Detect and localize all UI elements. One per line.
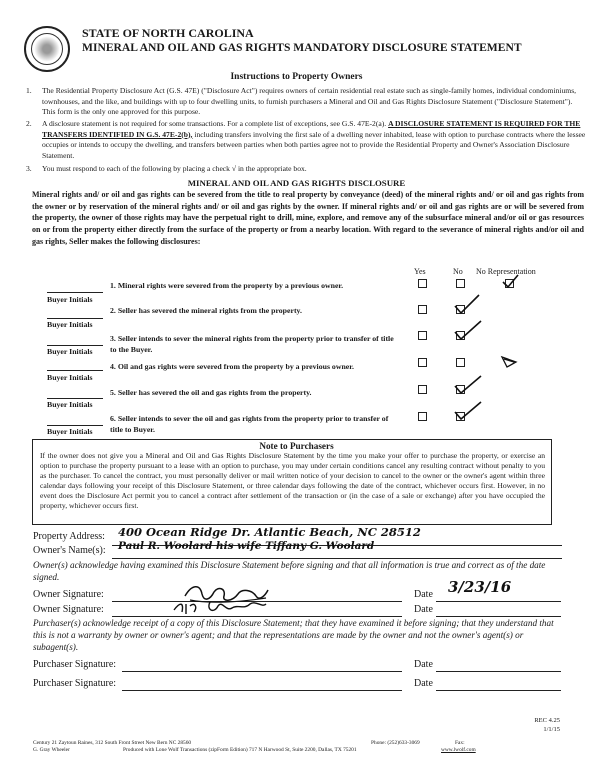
date-line[interactable] [436,671,561,672]
note-title: Note to Purchasers [259,441,334,451]
disclosure-row-6: 6. Seller intends to sever the oil and gas rights from the property prior to transfer of title to Buyer. [110,414,389,434]
buyer-initials-line[interactable] [47,425,103,426]
no-checkbox[interactable] [456,358,465,367]
date-label: Date [414,589,433,600]
checkmark-icon [452,292,482,318]
buyer-initials-label: Buyer Initials [47,320,93,329]
buyer-initials-label: Buyer Initials [47,427,93,436]
date-field[interactable]: 3/23/16 [448,578,512,596]
disclosure-heading: MINERAL AND OIL AND GAS RIGHTS DISCLOSURE [187,178,406,188]
buyer-initials-label: Buyer Initials [47,347,93,356]
buyer-initials-line[interactable] [47,398,103,399]
purchaser-signature-label: Purchaser Signature: [33,659,117,670]
owner-signature-label: Owner Signature: [33,589,104,600]
checkmark-icon [452,373,484,397]
column-no-representation: No Representation [476,267,536,276]
purchaser-acknowledgement: Purchaser(s) acknowledge receipt of a copy of this Disclosure Statement; that they have examined it before signing; that they understand that this is not a warranty by owner or owner's agent; and that the representations are made by the owner and not the owner's agent(s) or subagent(s). [33,618,554,652]
footer [33,740,573,754]
owners-names-field[interactable]: Paul R. Woolard his wife Tiffany G. Woolard [118,540,375,552]
checkmark-icon [452,318,484,344]
yes-checkbox[interactable] [418,385,427,394]
owner-acknowledgement: Owner(s) acknowledge having examined this Disclosure Statement before signing and that all information is true and correct as of the date signed. [33,560,546,582]
date-line[interactable] [436,601,561,602]
buyer-initials-label: Buyer Initials [47,373,93,382]
buyer-initials-line[interactable] [47,370,103,371]
yes-checkbox[interactable] [418,358,427,367]
yes-checkbox[interactable] [418,331,427,340]
disclosure-row-5: 5. Seller has severed the oil and gas rights from the property. [110,388,312,397]
date-line[interactable] [436,690,561,691]
buyer-initials-label: Buyer Initials [47,400,93,409]
buyer-initials-line[interactable] [47,292,103,293]
buyer-initials-line[interactable] [47,318,103,319]
purchaser-signature-line[interactable] [122,671,402,672]
form-title: MINERAL AND OIL AND GAS RIGHTS MANDATORY DISCLOSURE STATEMENT [82,41,522,54]
yes-checkbox[interactable] [418,279,427,288]
owners-names-label: Owner's Name(s): [33,545,106,556]
nc-state-seal-icon [24,26,70,72]
property-address-field[interactable]: 400 Ocean Ridge Dr. Atlantic Beach, NC 28512 [118,525,421,539]
state-title: STATE OF NORTH CAROLINA [82,26,254,40]
footer-fax: Fax: [455,740,465,746]
disclosure-row-3: 3. Seller intends to sever the mineral rights from the property prior to transfer of title to the Buyer. [110,334,394,354]
disclosure-row-4: 4. Oil and gas rights were severed from the property by a previous owner. [110,362,354,371]
footer-producer: Produced with Lone Wolf Transactions (zipForm Edition) 717 N Harwood St, Suite 2200, Dallas, TX 75201 [123,747,357,753]
date-label: Date [414,604,433,615]
column-yes: Yes [414,267,426,276]
footer-phone: Phone: (252)633-3069 [371,740,420,746]
date-label: Date [414,678,433,689]
checkmark-icon [452,399,484,423]
buyer-initials-label: Buyer Initials [47,295,93,304]
date-label: Date [414,659,433,670]
form-code: REC 4.25 1/1/15 [534,717,560,733]
column-no: No [453,267,463,276]
owner-signature-label: Owner Signature: [33,604,104,615]
disclosure-row-1: 1. Mineral rights were severed from the property by a previous owner. [110,281,344,290]
checkmark-icon [500,272,522,292]
purchaser-signature-label: Purchaser Signature: [33,678,117,689]
footer-brokerage: Century 21 Zaytoun Raines, 312 South Front Street New Bern NC 28560 [33,740,192,746]
instructions-heading: Instructions to Property Owners [230,72,363,82]
footer-url[interactable]: www.lwolf.com [441,747,476,753]
footer-agent: G. Gray Wheeler [33,747,70,753]
yes-checkbox[interactable] [418,305,427,314]
property-address-label: Property Address: [33,531,105,542]
buyer-initials-line[interactable] [47,345,103,346]
no-checkbox[interactable] [456,279,465,288]
purchaser-signature-line[interactable] [122,690,402,691]
disclosure-paragraph: Mineral rights and/ or oil and gas rights can be severed from the title to real property by conveyance (deed) of the mineral rights and/ or oil and gas rights from the owner or by reservation of the mineral rights and/ or oil and gas rights by the owner. If mineral rights and/ or oil and gas rights are or will be severed from the property, the owner of those rights may have the perpetual right to drill, mine, explore, and remove any of the subsurface mineral and/or oil or gas resources on or from the property either directly from the surface of the property or from a nearby location. With regard to the severance of mineral rights and/or oil and gas rights, Seller makes the following disclosures: [32,190,584,246]
note-text: If the owner does not give you a Mineral and Oil and Gas Rights Disclosure Statement by the time you make your offer to purchase the property, or exercise an option to purchase the property pursuant to a lease with an option to purchase, you may under certain conditions cancel any resulting contract without penalty to you as the purchaser. To cancel the contract, you must personally deliver or mail written notice of your decision to cancel to the owner or the owner's agent within three calendar days following your receipt of this Disclosure Statement, or three calendar days following the date of the contract, whichever occurs first. However, in no event does the Disclosure Act permit you to cancel a contract after settlement of the transaction or (in the case of a sale or exchange) after you have occupied the property, whichever occurs first. [40,451,545,510]
checkmark-icon [500,353,520,369]
yes-checkbox[interactable] [418,412,427,421]
disclosure-row-2: 2. Seller has severed the mineral rights from the property. [110,306,302,315]
